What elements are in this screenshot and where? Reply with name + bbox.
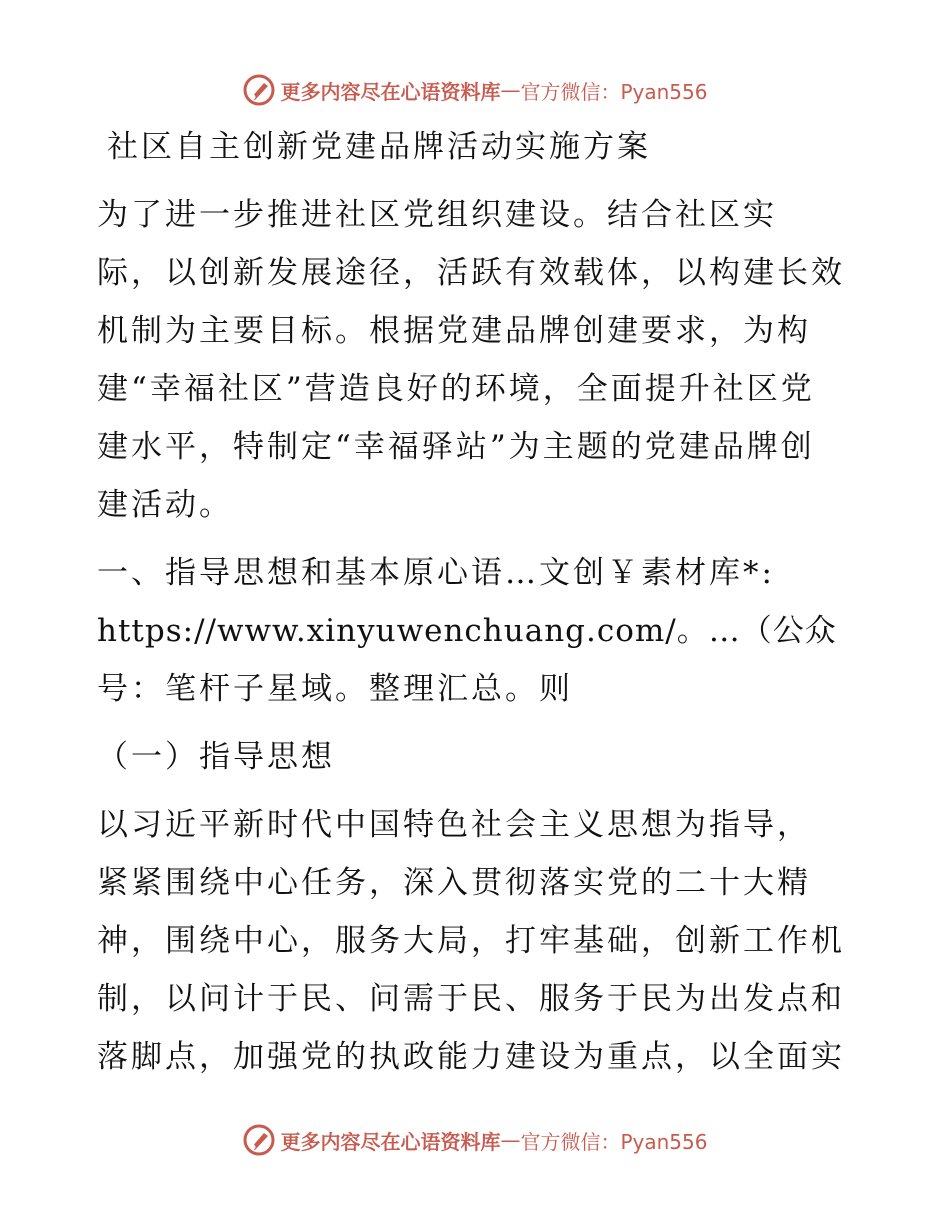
body-line: 以习近平新时代中国特色社会主义思想为指导， [97, 807, 811, 843]
section-line: 号：笔杆子星域。整理汇总。则 [97, 671, 573, 707]
watermark-text: 更多内容尽在心语资料库 [280, 1129, 501, 1154]
body-line: 落脚点，加强党的执政能力建设为重点，以全面实 [97, 1039, 845, 1075]
document-title: 社区自主创新党建品牌活动实施方案 [107, 129, 651, 165]
pen-logo-icon [242, 1123, 276, 1157]
section-heading-paragraph [97, 544, 857, 718]
watermark-separator: — [500, 1128, 521, 1152]
watermark-contact: 官方微信：Pyan556 [520, 79, 708, 104]
intro-line: 建活动。 [97, 487, 233, 523]
section-line: https://www.xinyuwenchuang.com/。…（公众 [97, 613, 837, 649]
pen-logo-icon [242, 73, 276, 107]
intro-line: 建“幸福社区”营造良好的环境，全面提升社区党 [97, 371, 815, 407]
watermark-contact: 官方微信：Pyan556 [520, 1129, 708, 1154]
body-line: 神，围绕中心，服务大局，打牢基础，创新工作机 [97, 923, 845, 959]
body-line: 制，以问计于民、问需于民、服务于民为出发点和 [97, 981, 845, 1017]
subsection-title: （一）指导思想 [97, 739, 335, 775]
watermark-text: 更多内容尽在心语资料库 [280, 79, 501, 104]
intro-line: 机制为主要目标。根据党建品牌创建要求，为构 [97, 313, 811, 349]
body-paragraph [97, 796, 857, 1086]
section-line: 一、指导思想和基本原心语…文创￥素材库*: [97, 555, 775, 591]
watermark-banner-bottom [0, 1120, 950, 1160]
watermark-banner-top [0, 70, 950, 110]
body-line: 紧紧围绕中心任务，深入贯彻落实党的二十大精 [97, 865, 811, 901]
document-body [97, 118, 857, 1086]
intro-line: 建水平，特制定“幸福驿站”为主题的党建品牌创 [97, 429, 815, 465]
intro-line: 为了进一步推进社区党组织建设。结合社区实 [97, 197, 777, 233]
intro-paragraph [97, 186, 857, 534]
watermark-separator: — [500, 78, 521, 102]
intro-line: 际，以创新发展途径，活跃有效载体，以构建长效 [97, 255, 845, 291]
